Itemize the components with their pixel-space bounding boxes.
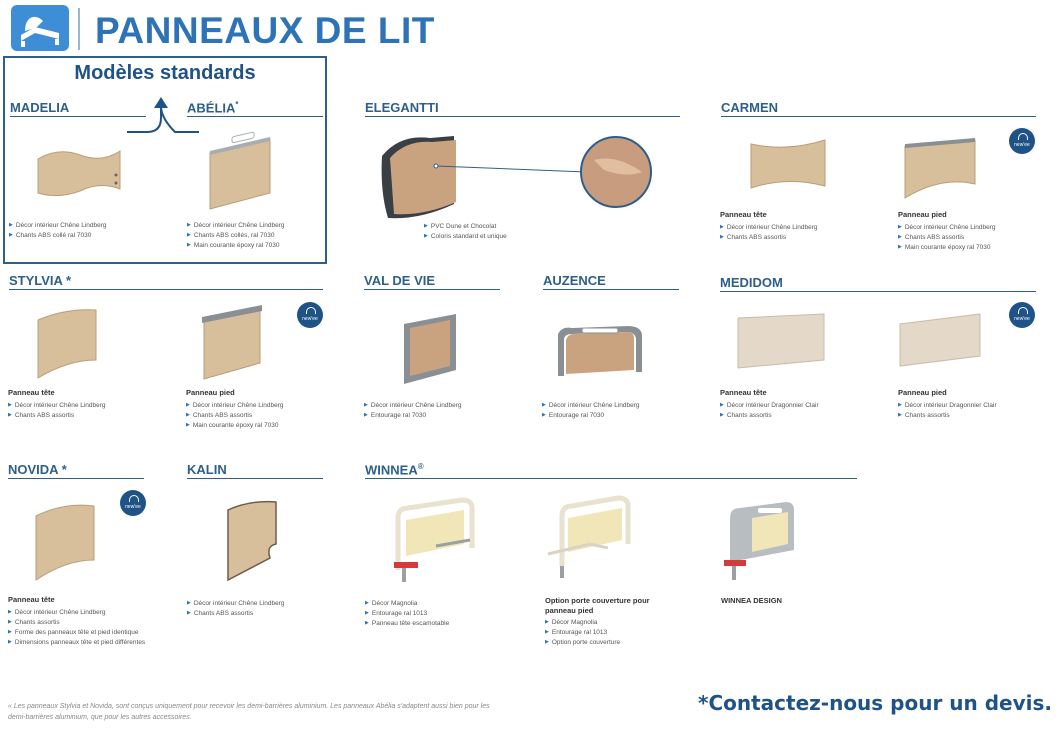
list-item: ▶ Entourage ral 7030 xyxy=(542,411,640,421)
elegantti-bullets xyxy=(424,222,507,242)
valdevie-rule xyxy=(364,289,500,290)
medidom-new-badge: new'ee xyxy=(1009,302,1035,328)
madelia-panel-image xyxy=(36,145,122,201)
standard-models-title: Modèles standards xyxy=(74,62,256,84)
madelia-title: MADELIA xyxy=(10,100,70,115)
list-item: ▶ Décor intérieur Chêne Lindberg xyxy=(186,401,284,411)
carmen-rule xyxy=(721,116,1036,117)
abelia-bullets xyxy=(187,221,285,251)
winnea-col1-bullets xyxy=(365,599,449,629)
list-item: ▶ Option porte couverture xyxy=(545,638,620,648)
medidom-foot-bullets xyxy=(898,401,997,421)
bed-logo-icon xyxy=(11,5,69,51)
elegantti-title: ELEGANTTI xyxy=(365,100,439,115)
valdevie-bullets xyxy=(364,401,462,421)
winnea-panel-image xyxy=(392,498,476,584)
list-item: ▶ Décor intérieur Chêne Lindberg xyxy=(187,599,285,609)
carmen-head-label: Panneau tête xyxy=(720,210,767,219)
stylvia-foot-label: Panneau pied xyxy=(186,388,235,397)
medidom-title: MEDIDOM xyxy=(720,275,783,290)
novida-rule xyxy=(8,478,144,479)
novida-title: NOVIDA * xyxy=(8,462,67,477)
list-item: ▶ Chants ABS assortis xyxy=(720,233,818,243)
list-item: ▶ Chants assortis xyxy=(8,618,145,628)
list-item: ▶ Décor Magnolia xyxy=(545,618,620,628)
list-item: ▶ Décor intérieur Chêne Lindberg xyxy=(720,223,818,233)
list-item: ▶ Chants assortis xyxy=(720,411,819,421)
list-item: ▶ Chants assortis xyxy=(898,411,997,421)
abelia-panel-image xyxy=(206,135,274,215)
list-item: ▶ Chants ABS assortis xyxy=(187,609,285,619)
winnea-rule xyxy=(365,478,857,479)
medidom-head-bullets xyxy=(720,401,819,421)
medidom-foot-label: Panneau pied xyxy=(898,388,947,397)
medidom-rule xyxy=(720,291,1036,292)
list-item: ▶ Décor intérieur Chêne Lindberg xyxy=(898,223,996,233)
winnea-col2-bullets xyxy=(545,618,620,648)
madelia-rule xyxy=(10,116,146,117)
list-item: ▶ Main courante époxy ral 7030 xyxy=(187,241,285,251)
carmen-foot-label: Panneau pied xyxy=(898,210,947,219)
list-item: ▶ Dimensions panneaux tête et pied différentes xyxy=(8,638,145,648)
carmen-foot-bullets xyxy=(898,223,996,253)
winnea-design-panel-image xyxy=(722,500,798,584)
list-item: ▶ Décor intérieur Dragonnier Clair xyxy=(898,401,997,411)
stylvia-head-panel-image xyxy=(36,306,100,380)
list-item: ▶ Décor intérieur Chêne Lindberg xyxy=(364,401,462,411)
carmen-foot-panel-image xyxy=(903,138,977,204)
valdevie-panel-image xyxy=(402,312,460,386)
stylvia-title: STYLVIA * xyxy=(9,273,72,288)
list-item: ▶ Main courante époxy ral 7030 xyxy=(186,421,284,431)
madelia-bullets xyxy=(9,221,107,241)
list-item: ▶ Forme des panneaux tête et pied identique xyxy=(8,628,145,638)
list-item: ▶ PVC Dune et Chocolat xyxy=(424,222,507,232)
medidom-head-panel-image xyxy=(734,312,828,370)
valdevie-title: VAL DE VIE xyxy=(364,273,436,288)
auzence-title: AUZENCE xyxy=(543,273,606,288)
novida-head-panel-image xyxy=(34,500,98,582)
stylvia-foot-panel-image xyxy=(200,305,264,381)
kalin-rule xyxy=(187,478,323,479)
medidom-head-label: Panneau tête xyxy=(720,388,767,397)
auzence-rule xyxy=(543,289,679,290)
list-item: ▶ Chants ABS assortis xyxy=(8,411,106,421)
auzence-bullets xyxy=(542,401,640,421)
abelia-asterisk: * xyxy=(235,100,239,109)
abelia-title xyxy=(187,100,239,115)
carmen-new-badge: new'ee xyxy=(1009,128,1035,154)
list-item: ▶ Panneau tête escamotable xyxy=(365,619,449,629)
stylvia-head-label: Panneau tête xyxy=(8,388,55,397)
list-item: ▶ Décor intérieur Chêne Lindberg xyxy=(187,221,285,231)
kalin-panel-image xyxy=(224,498,280,584)
stylvia-foot-bullets xyxy=(186,401,284,431)
list-item: ▶ Chants ABS collé ral 7030 xyxy=(9,231,107,241)
abelia-rule xyxy=(187,116,323,117)
list-item: ▶ Entourage ral 7030 xyxy=(364,411,462,421)
carmen-head-panel-image xyxy=(749,138,827,200)
list-item: ▶ Chants ABS collés, ral 7030 xyxy=(187,231,285,241)
list-item: ▶ Décor intérieur Chêne Lindberg xyxy=(8,608,145,618)
kalin-title: KALIN xyxy=(187,462,227,477)
abelia-title-text: ABÉLIA xyxy=(187,100,236,116)
novida-head-label: Panneau tête xyxy=(8,595,55,604)
novida-new-badge: new'ee xyxy=(120,490,146,516)
carmen-head-bullets xyxy=(720,223,818,243)
footnote: « Les panneaux Stylvia et Novida, sont conçus uniquement pour recevoir les demi-barrières aluminium. Les panneaux Abélia s'adaptent aussi bien pour les demi-barrières aluminium, que pour les autres accessoires. xyxy=(8,703,490,721)
winnea-option-label: Option porte couverture pour panneau pied xyxy=(545,596,650,615)
list-item: ▶ Entourage ral 1013 xyxy=(365,609,449,619)
auzence-panel-image xyxy=(554,322,646,378)
medidom-foot-panel-image xyxy=(898,312,984,368)
winnea-blanket-holder-image xyxy=(546,496,632,580)
list-item: ▶ Décor intérieur Chêne Lindberg xyxy=(8,401,106,411)
list-item: ▶ Décor Magnolia xyxy=(365,599,449,609)
winnea-title-text: WINNEA xyxy=(365,462,418,478)
winnea-title xyxy=(365,462,424,477)
list-item: ▶ Décor intérieur Chêne Lindberg xyxy=(542,401,640,411)
novida-head-bullets xyxy=(8,608,145,648)
header-divider xyxy=(78,8,80,50)
stylvia-head-bullets xyxy=(8,401,106,421)
list-item: ▶ Entourage ral 1013 xyxy=(545,628,620,638)
carmen-title: CARMEN xyxy=(721,100,779,115)
page-title: PANNEAUX DE LIT xyxy=(95,10,435,51)
stylvia-new-badge: new'ee xyxy=(297,302,323,328)
stylvia-rule xyxy=(9,289,323,290)
list-item: ▶ Décor intérieur Chêne Lindberg xyxy=(9,221,107,231)
elegantti-rule xyxy=(365,116,680,117)
list-item: ▶ Coloris standard et unique xyxy=(424,232,507,242)
kalin-bullets xyxy=(187,599,285,619)
winnea-design-label: WINNEA DESIGN xyxy=(721,596,782,605)
list-item: ▶ Décor intérieur Dragonnier Clair xyxy=(720,401,819,411)
contact-cta: *Contactez-nous pour un devis. xyxy=(697,691,1052,715)
list-item: ▶ Main courante époxy ral 7030 xyxy=(898,243,996,253)
list-item: ▶ Chants ABS assortis xyxy=(186,411,284,421)
winnea-registered-mark: ® xyxy=(417,462,424,471)
list-item: ▶ Chants ABS assortis xyxy=(898,233,996,243)
elegantti-panel-image xyxy=(380,132,660,222)
